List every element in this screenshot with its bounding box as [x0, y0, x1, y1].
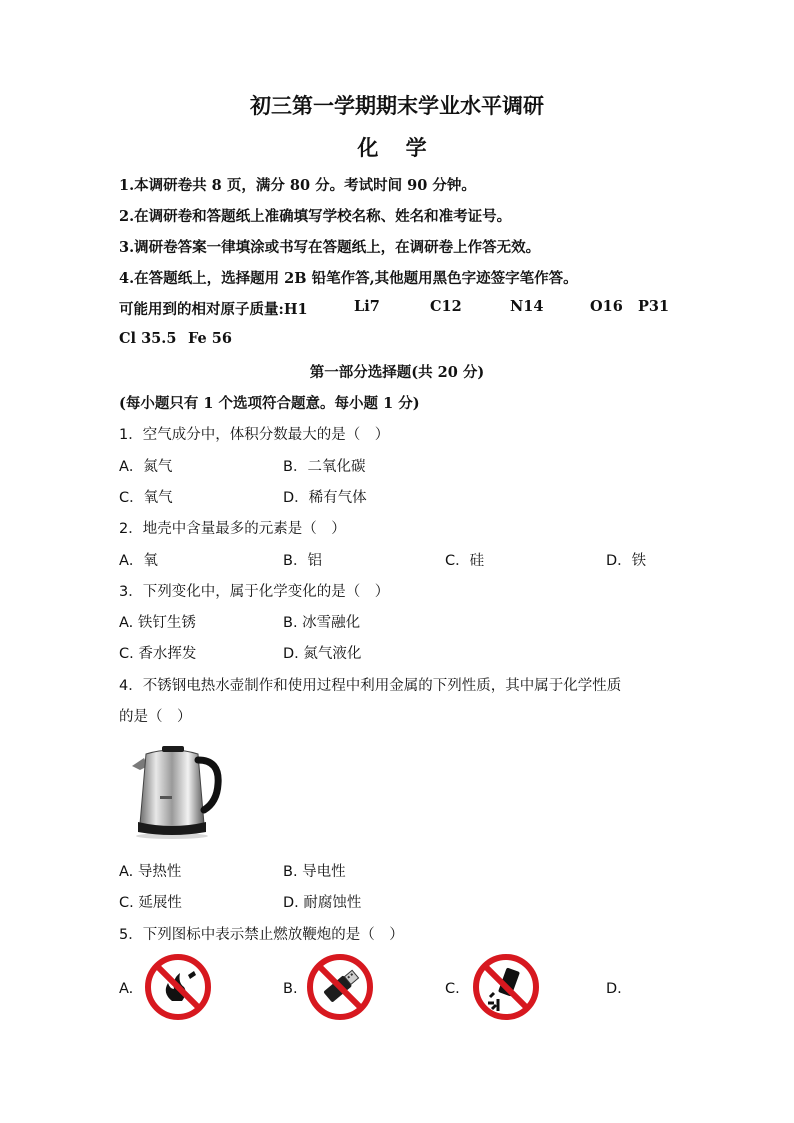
question-2-option-c[interactable]: C．硅: [445, 553, 485, 569]
atomic-mass-c: C12: [430, 298, 462, 315]
kettle-image: [122, 740, 232, 840]
question-3-option-d[interactable]: D. 氮气液化: [283, 646, 362, 662]
question-5-option-b[interactable]: B.: [283, 981, 298, 997]
question-1-option-a[interactable]: A．氮气: [119, 459, 173, 475]
question-4-option-b[interactable]: B. 导电性: [283, 864, 346, 880]
question-1-option-b[interactable]: B．二氧化碳: [283, 459, 366, 475]
question-5-stem: 5．下列图标中表示禁止燃放鞭炮的是（ ）: [119, 927, 404, 943]
instruction-1: 1.本调研卷共 8 页，满分 80 分。考试时间 90 分钟。: [119, 177, 476, 194]
question-3-stem: 3．下列变化中，属于化学变化的是（ ）: [119, 584, 390, 600]
question-1-stem: 1．空气成分中，体积分数最大的是（ ）: [119, 427, 390, 443]
section-heading: 第一部分选择题(共 20 分): [309, 364, 485, 381]
atomic-mass-fe: Fe 56: [188, 330, 232, 347]
question-4-option-a[interactable]: A. 导热性: [119, 864, 182, 880]
instruction-4: 4.在答题纸上，选择题用 2B 铅笔作答,其他题用黑色字迹签字笔作答。: [119, 270, 578, 287]
question-5-option-c[interactable]: C.: [445, 981, 460, 997]
question-3-option-c[interactable]: C. 香水挥发: [119, 646, 197, 662]
no-usb-sign-icon[interactable]: [306, 953, 374, 1021]
question-1-option-c[interactable]: C．氧气: [119, 490, 173, 506]
question-3-option-a[interactable]: A. 铁钉生锈: [119, 615, 196, 631]
question-4-option-c[interactable]: C. 延展性: [119, 895, 182, 911]
atomic-mass-p: P31: [638, 298, 670, 315]
exam-title: 初三第一学期期末学业水平调研: [250, 94, 544, 118]
question-4-stem-cont: 的是（ ）: [119, 709, 192, 725]
atomic-mass-cl: Cl 35.5: [119, 330, 177, 347]
instruction-2: 2.在调研卷和答题纸上准确填写学校名称、姓名和准考证号。: [119, 208, 512, 225]
no-fire-sign-icon[interactable]: [144, 953, 212, 1021]
question-2-stem: 2．地壳中含量最多的元素是（ ）: [119, 521, 346, 537]
no-firecracker-sign-icon[interactable]: [472, 953, 540, 1021]
section-note: (每小题只有 1 个选项符合题意。每小题 1 分): [119, 395, 420, 412]
atomic-mass-label: 可能用到的相对原子质量:H1: [119, 301, 308, 318]
instruction-3: 3.调研卷答案一律填涂或书写在答题纸上，在调研卷上作答无效。: [119, 239, 541, 256]
question-3-option-b[interactable]: B. 冰雪融化: [283, 615, 361, 631]
question-4-stem: 4．不锈钢电热水壶制作和使用过程中利用金属的下列性质，其中属于化学性质: [119, 678, 622, 694]
subject-title: 化 学: [357, 136, 437, 160]
question-2-option-a[interactable]: A．氧: [119, 553, 158, 569]
atomic-mass-li: Li7: [354, 298, 380, 315]
question-4-option-d[interactable]: D. 耐腐蚀性: [283, 895, 362, 911]
question-2-option-d[interactable]: D．铁: [606, 553, 647, 569]
question-2-option-b[interactable]: B．铝: [283, 553, 322, 569]
question-5-option-a[interactable]: A.: [119, 981, 134, 997]
atomic-mass-o: O16: [590, 298, 623, 315]
question-1-option-d[interactable]: D．稀有气体: [283, 490, 367, 506]
question-5-option-d[interactable]: D.: [606, 981, 622, 997]
atomic-mass-n: N14: [510, 298, 544, 315]
